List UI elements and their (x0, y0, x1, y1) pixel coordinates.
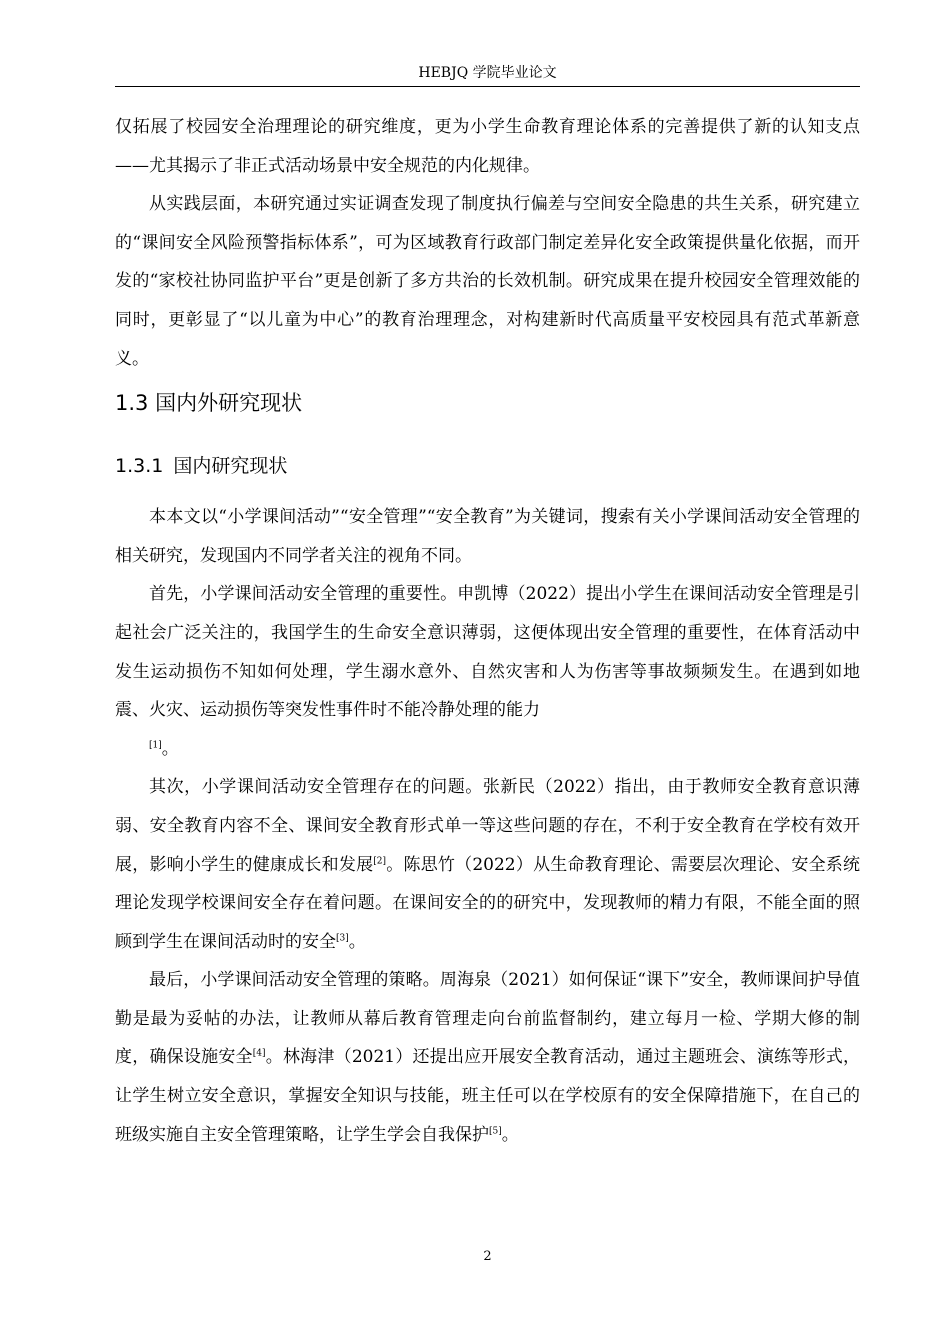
paragraph-problems-text-a: 其次，小学课间活动安全管理存在的问题。张新民（2022）指出，由于教师安全教育意识薄弱、安全教育内容不全、课间安全教育形式单一等这些问题的存在，不利于安全教育在学校有效开展，影响小学生的健康成长和发展 (115, 777, 860, 875)
citation-1: [1] (149, 740, 162, 751)
section-heading: 1.3 国内外研究现状 (115, 391, 303, 416)
paragraph-importance-end: 。 (161, 738, 179, 759)
paragraph-practical-significance: 从实践层面，本研究通过实证调查发现了制度执行偏差与空间安全隐患的共生关系，研究建立的“课间安全风险预警指标体系”，可为区域教育行政部门制定差异化安全政策提供量化依据，而开发的“家校社协同监护平台”更是创新了多方共治的长效机制。研究成果在提升校园安全管理效能的同时，更彰显了“以儿童为中心”的教育治理理念，对构建新时代高质量平安校园具有范式革新意义。 (115, 194, 860, 369)
subsection-title: 国内研究现状 (173, 455, 288, 478)
paragraph-problems-end: 。 (348, 931, 366, 952)
paragraph-keywords: 本本文以“小学课间活动”“安全管理”“安全教育”为关键词，搜索有关小学课间活动安全管理的相关研究，发现国内不同学者关注的视角不同。 (115, 507, 860, 566)
citation-4: [4] (252, 1048, 266, 1059)
paragraph-strategies-end: 。 (501, 1124, 519, 1145)
paragraph-importance-text: 首先，小学课间活动安全管理的重要性。申凯博（2022）提出小学生在课间活动安全管理是引起社会广泛关注的，我国学生的生命安全意识薄弱，这便体现出安全管理的重要性，在体育活动中发生运动损伤不知如何处理，学生溺水意外、自然灾害和人为伤害等事故频频发生。在遇到如地震、火灾、运动损伤等突发性事件时不能冷静处理的能力 (115, 584, 860, 721)
body-text (115, 108, 860, 1154)
running-header: HEBJQ 学院毕业论文 (418, 65, 557, 81)
citation-2: [2] (373, 855, 387, 866)
subsection-heading (115, 452, 860, 498)
paragraph-problems-text-b: 。陈思竹（2022）从生命教育理论、需要层次理论、安全系统理论发现学校课间安全存在着问题。在课间安全的的研究中，发现教师的精力有限，不能全面的照顾到学生在课间活动时的安全 (115, 854, 861, 952)
paragraph-strategies (115, 961, 860, 1154)
citation-3: [3] (336, 933, 349, 944)
paragraph-strategies-text-b: 。林海津（2021）还提出应开展安全教育活动，通过主题班会、演练等形式，让学生树立安全意识，掌握安全知识与技能，班主任可以在学校原有的安全保障措施下，在自己的班级实施自主安全管理策略，让学生学会自我保护 (115, 1047, 861, 1145)
citation-line (115, 730, 860, 769)
paragraph-importance (115, 575, 860, 768)
paragraph-continued: 仅拓展了校园安全治理理论的研究维度，更为小学生命教育理论体系的完善提供了新的认知支点——尤其揭示了非正式活动场景中安全规范的内化规律。 (115, 117, 860, 176)
subsection-number: 1.3.1 (115, 455, 164, 478)
citation-5: [5] (489, 1126, 502, 1136)
paragraph-problems (115, 768, 860, 961)
page-number: 2 (483, 1249, 492, 1264)
header-rule (115, 86, 860, 87)
paragraph-strategies-text-a: 最后，小学课间活动安全管理的策略。周海泉（2021）如何保证“课下”安全，教师课间护导值勤是最为妥帖的办法，让教师从幕后教育管理走向台前监督制约，建立每月一检、学期大修的制度，确保设施安全 (115, 970, 860, 1068)
